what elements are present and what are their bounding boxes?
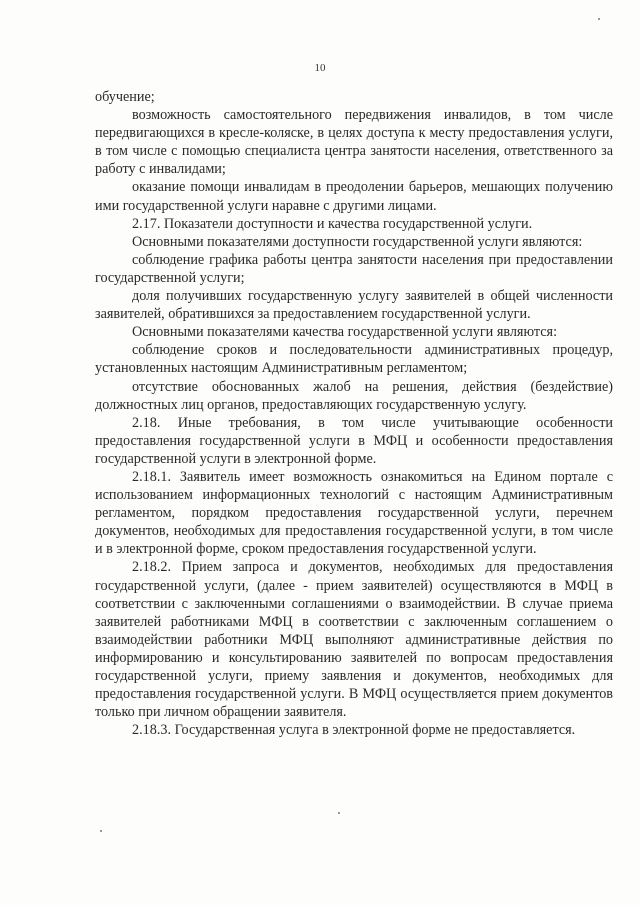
section-2-17-heading: 2.17. Показатели доступности и качества государственной услуги. <box>132 215 533 232</box>
section-2-18-heading: 2.18. Иные требования, в том числе учитывающие особенности предоставления государственной услуги в МФЦ и особенности предоставления государственной услуги в электронной форме. <box>95 414 613 467</box>
section-2-18-3: 2.18.3. Государственная услуга в электронной форме не предоставляется. <box>132 722 576 739</box>
paragraph-assistance: оказание помощи инвалидам в преодолении барьеров, мешающих получению ими государственной услуги наравне с другими лицами. <box>95 179 613 214</box>
scan-speck <box>100 830 102 832</box>
paragraph-schedule: соблюдение графика работы центра занятости населения при предоставлении государственной услуги; <box>95 251 613 286</box>
scan-speck <box>338 812 340 814</box>
paragraph-quality-intro: Основными показателями качества государственной услуги являются: <box>132 324 558 341</box>
paragraph-mobility: возможность самостоятельного передвижения инвалидов, в том числе передвигающихся в кресле-коляске, в целях доступа к месту предоставления услуги, в том числе с помощью специалиста центра занятости населения, ответственного за работу с инвалидами; <box>95 107 613 178</box>
paragraph-share: доля получивших государственную услугу заявителей в общей численности заявителей, обратившихся за предоставлением государственной услуги. <box>95 288 613 323</box>
paragraph-deadlines: соблюдение сроков и последовательности административных процедур, установленных настоящим Административным регламентом; <box>95 342 613 377</box>
section-2-18-1: 2.18.1. Заявитель имеет возможность ознакомиться на Едином портале с использованием информационных технологий с настоящим Административным регламентом, порядком предоставления государственной услуги, перечнем документов, необходимых для предоставления государственной услуги, в том числе и в электронной форме, сроком предоставления государственной услуги. <box>95 468 613 558</box>
page-number: 10 <box>314 62 326 74</box>
paragraph-training: обучение; <box>95 89 155 105</box>
paragraph-accessibility-intro: Основными показателями доступности государственной услуги являются: <box>132 233 583 250</box>
scan-speck <box>598 18 600 20</box>
paragraph-complaints: отсутствие обоснованных жалоб на решения, действия (бездействие) должностных лиц органов, предоставляющих государственную услугу. <box>95 378 613 413</box>
section-2-18-2: 2.18.2. Прием запроса и документов, необходимых для предоставления государственной услуги, (далее - прием заявителей) осуществляются в МФЦ в соответствии с заключенными соглашениями о взаимодействии. В случае приема заявителей работниками МФЦ в соответствии с заключенным соглашением о взаимодействии работники МФЦ выполняют административные действия по информированию и консультированию заявителей по вопросам предоставления государственной услуги, приему заявления и документов, необходимых для предоставления государственной услуги. В МФЦ осуществляется прием документов только при личном обращении заявителя. <box>95 559 613 721</box>
document-body <box>95 88 613 739</box>
